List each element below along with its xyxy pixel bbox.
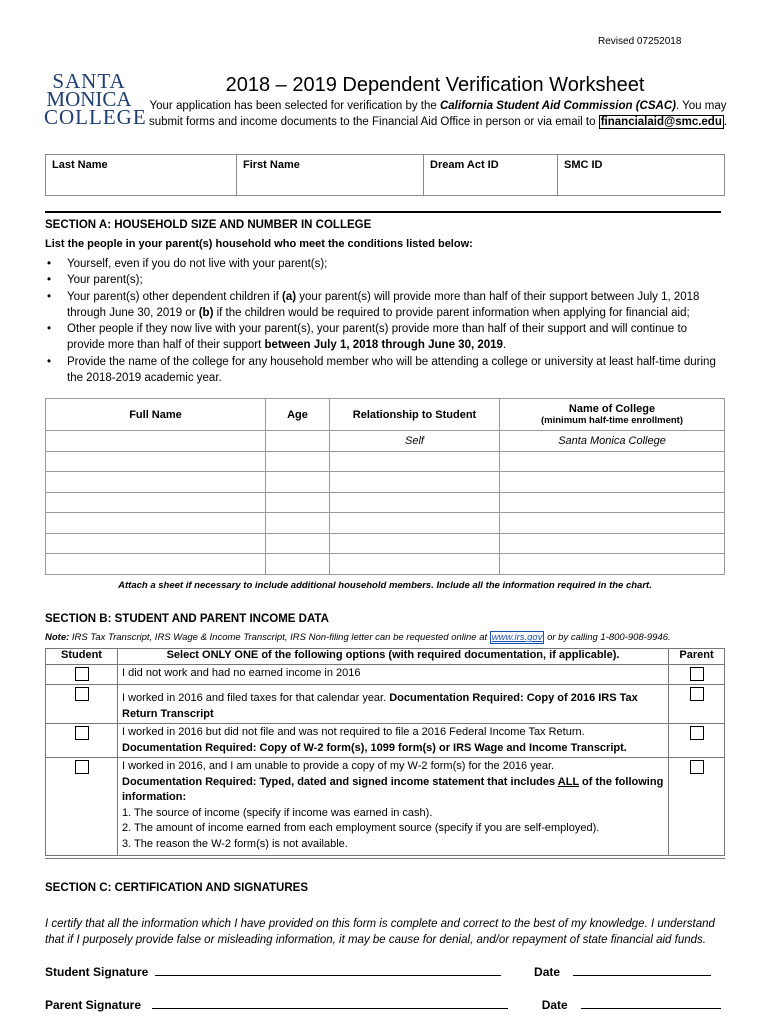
relationship-cell[interactable] [330, 472, 500, 493]
college-cell[interactable] [500, 513, 725, 534]
section-c-title: SECTION C: CERTIFICATION AND SIGNATURES [45, 882, 309, 894]
col-college [500, 399, 725, 431]
col-relationship: Relationship to Student [330, 399, 500, 431]
requirement-item: 1. The source of income (specify if income was earned in cash). [122, 806, 433, 819]
col-age: Age [266, 399, 330, 431]
condition-item: • Yourself, even if you do not live with your parent(s); [45, 256, 725, 272]
first-name-field[interactable]: First Name [237, 155, 424, 195]
student-checkbox[interactable] [75, 760, 89, 774]
col-college-sub: (minimum half-time enrollment) [541, 415, 683, 426]
condition-text: your parent(s) will provide more than half of their support between July 1, 2018 through June 30, 2019 or [67, 290, 700, 319]
table-row [46, 533, 725, 554]
condition-text: if the children would be required to provide parent information when applying for financial aid; [213, 306, 690, 319]
relationship-cell[interactable] [330, 492, 500, 513]
revised-date: Revised 07252018 [598, 36, 682, 47]
income-header-row [46, 649, 725, 665]
age-cell[interactable] [266, 451, 330, 472]
college-cell[interactable] [500, 451, 725, 472]
irs-note [45, 632, 735, 643]
student-signature-row [45, 964, 711, 979]
col-full-name: Full Name [46, 399, 266, 431]
relationship-cell[interactable] [330, 451, 500, 472]
last-name-field[interactable]: Last Name [46, 155, 237, 195]
full-name-cell[interactable] [46, 554, 266, 575]
certification-text: I certify that all the information which I have provided on this form is complete and correct to the best of my knowledge. I understand that if I purposely provide false or misleading information, it may be cause for denial, and/or repayment of state financial aid funds. [45, 918, 715, 946]
email-link[interactable]: financialaid@smc.edu [600, 116, 722, 128]
logo-line-3: COLLEGE [44, 105, 147, 129]
college-cell[interactable]: Santa Monica College [500, 431, 725, 452]
full-name-cell[interactable] [46, 533, 266, 554]
col-student: Student [46, 649, 118, 665]
condition-list [45, 256, 725, 386]
page-title: 2018 – 2019 Dependent Verification Worksheet [225, 74, 645, 96]
intro-part-1: Your application has been selected for verification by the [149, 100, 440, 112]
irs-link[interactable]: www.irs.gov [491, 632, 543, 643]
age-cell[interactable] [266, 554, 330, 575]
table-row [46, 492, 725, 513]
intro-part-2: . You may submit forms and income documents to the Financial Aid Office in person or via email to [148, 100, 727, 128]
income-option-row [46, 665, 725, 685]
option-text-plain: I worked in 2016 and filed taxes for that calendar year. [122, 692, 390, 704]
note-label: Note: [45, 632, 70, 643]
table-row [46, 431, 725, 452]
income-option-row [46, 758, 725, 856]
student-checkbox[interactable] [75, 687, 89, 701]
col-parent: Parent [669, 649, 725, 665]
section-b-title: SECTION B: STUDENT AND PARENT INCOME DATA [45, 613, 329, 625]
col-college-label: Name of College [568, 403, 656, 415]
college-cell[interactable] [500, 533, 725, 554]
parent-signature-line[interactable] [152, 997, 508, 1009]
section-a-subhead: List the people in your parent(s) household who meet the conditions listed below: [45, 238, 473, 250]
section-divider [45, 858, 725, 859]
parent-checkbox[interactable] [690, 667, 704, 681]
intro-text [148, 98, 728, 130]
relationship-cell[interactable] [330, 513, 500, 534]
option-text [118, 685, 669, 724]
relationship-cell[interactable] [330, 554, 500, 575]
table-row [46, 554, 725, 575]
condition-text: . [502, 339, 507, 352]
household-header-row [46, 399, 725, 431]
full-name-cell[interactable] [46, 431, 266, 452]
attach-sheet-note: Attach a sheet if necessary to include additional household members. Include all the information required in the chart. [118, 580, 652, 591]
parent-checkbox[interactable] [690, 687, 704, 701]
student-checkbox[interactable] [75, 726, 89, 740]
col-options: Select ONLY ONE of the following options (with required documentation, if applicable). [118, 649, 669, 665]
age-cell[interactable] [266, 492, 330, 513]
income-option-row [46, 685, 725, 724]
logo-line-1: SANTA [52, 69, 126, 93]
full-name-cell[interactable] [46, 513, 266, 534]
condition-text: Other people if they now live with your parent(s), your parent(s) provide more than half of their support and will continue to provide more than half of their support [67, 323, 688, 352]
college-cell[interactable] [500, 492, 725, 513]
household-table [45, 398, 725, 575]
smc-id-field[interactable]: SMC ID [564, 159, 603, 171]
parent-checkbox[interactable] [690, 760, 704, 774]
income-options-table [45, 648, 725, 856]
option-documentation: Documentation Required: Copy of W-2 form(s), 1099 form(s) or IRS Wage and Income Transcript. [122, 741, 627, 754]
option-text [118, 724, 669, 758]
parent-date-line[interactable] [581, 997, 721, 1009]
condition-b-label: (b) [198, 306, 214, 319]
section-a-title: SECTION A: HOUSEHOLD SIZE AND NUMBER IN COLLEGE [45, 219, 372, 231]
condition-date-range: between July 1, 2018 through June 30, 2019 [264, 339, 503, 352]
age-cell[interactable] [266, 533, 330, 554]
income-option-row [46, 724, 725, 758]
condition-item: • Your parent(s); [45, 272, 725, 288]
option-text [118, 758, 669, 856]
parent-date-label: Date [541, 998, 568, 1012]
full-name-cell[interactable] [46, 472, 266, 493]
college-cell[interactable] [500, 472, 725, 493]
student-checkbox[interactable] [75, 667, 89, 681]
option-text: I did not work and had no earned income in 2016 [118, 665, 669, 685]
condition-text: Your parent(s) other dependent children if [67, 290, 283, 303]
condition-a-label: (a) [282, 290, 297, 303]
parent-checkbox[interactable] [690, 726, 704, 740]
student-signature-label: Student Signature [45, 965, 149, 979]
relationship-cell[interactable]: Self [330, 431, 500, 452]
table-row [46, 472, 725, 493]
logo-line-2: MONICA [46, 87, 132, 111]
age-cell[interactable] [266, 431, 330, 452]
dream-act-id-field[interactable]: Dream Act ID [424, 155, 558, 195]
option-text-plain: I worked in 2016 but did not file and was not required to file a 2016 Federal Income Tax Return. [122, 726, 585, 738]
student-date-line[interactable] [573, 964, 711, 976]
college-logo [44, 69, 147, 129]
full-name-cell[interactable] [46, 492, 266, 513]
intro-part-3: . [723, 116, 728, 128]
option-text-plain: I worked in 2016, and I am unable to provide a copy of my W-2 form(s) for the 2016 year. [122, 760, 555, 772]
student-date-label: Date [534, 965, 561, 979]
age-cell[interactable] [266, 472, 330, 493]
student-id-table [45, 154, 725, 196]
intro-agency: California Student Aid Commission (CSAC) [439, 100, 676, 112]
student-signature-line[interactable] [155, 964, 501, 976]
doc-text: Documentation Required: Typed, dated and signed income statement that includes [122, 775, 558, 788]
age-cell[interactable] [266, 513, 330, 534]
section-divider [45, 211, 721, 213]
doc-all-emphasis: ALL [557, 775, 579, 788]
full-name-cell[interactable] [46, 451, 266, 472]
requirement-item: 2. The amount of income earned from each employment source (specify if you are self-employed). [122, 822, 600, 834]
parent-signature-row [45, 997, 721, 1012]
note-text: IRS Tax Transcript, IRS Wage & Income Transcript, IRS Non-filing letter can be requested online at [69, 632, 490, 643]
parent-signature-label: Parent Signature [45, 998, 142, 1012]
table-row [46, 451, 725, 472]
condition-item: • Provide the name of the college for any household member who will be attending a college or university at least half-time during the 2018-2019 academic year. [45, 354, 725, 387]
relationship-cell[interactable] [330, 533, 500, 554]
condition-item [45, 321, 725, 354]
doc-text: of the following information: [122, 775, 664, 803]
option-documentation [122, 775, 664, 806]
note-text: or by calling 1-800-908-9946. [544, 632, 671, 643]
condition-item [45, 289, 725, 322]
option-documentation: Documentation Required: Copy of 2016 IRS Tax Return Transcript [122, 692, 638, 720]
requirement-item: 3. The reason the W-2 form(s) is not available. [122, 837, 348, 850]
table-row [46, 513, 725, 534]
college-cell[interactable] [500, 554, 725, 575]
